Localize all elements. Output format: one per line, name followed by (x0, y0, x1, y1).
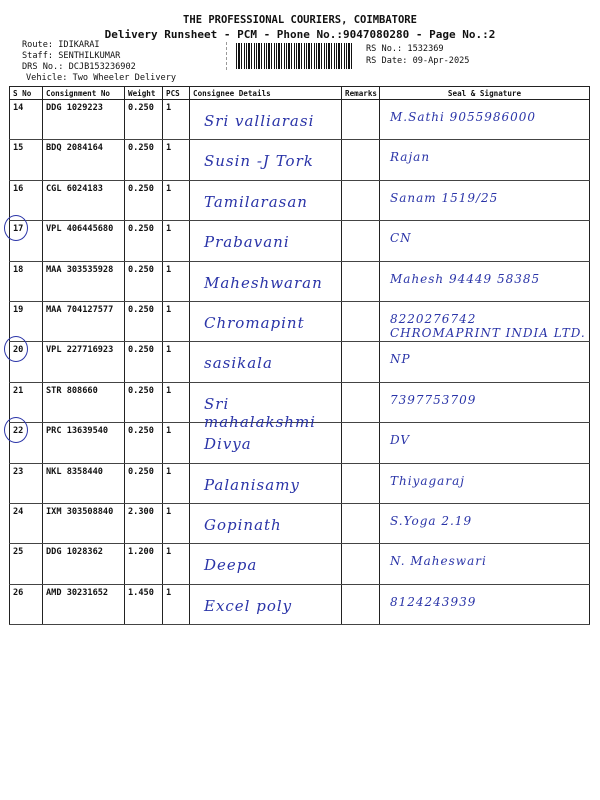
cell-consignee (190, 221, 342, 261)
cell-consignee (190, 584, 342, 624)
cell-consignment-no: VPL 227716923 (43, 342, 125, 382)
serial-number: 18 (13, 264, 24, 275)
pen-circle-mark (4, 336, 28, 362)
rs-date: RS Date: 09-Apr-2025 (366, 56, 470, 66)
table-row (10, 221, 590, 261)
cell-remarks (342, 584, 380, 624)
cell-signature (380, 382, 590, 422)
cell-signature (380, 544, 590, 584)
cell-consignment-no: PRC 13639540 (43, 423, 125, 463)
serial-number: 23 (13, 466, 24, 477)
col-consignment: Consignment No (43, 87, 125, 100)
cell-consignment-no: IXM 303508840 (43, 503, 125, 543)
cell-consignee (190, 301, 342, 341)
cell-sno (10, 503, 43, 543)
serial-number: 15 (13, 143, 24, 154)
cell-weight: 0.250 (125, 382, 163, 422)
table-row (10, 342, 590, 382)
cell-pcs: 1 (163, 423, 190, 463)
signature-handwriting: Sanam 1519/25 (390, 190, 499, 205)
serial-number: 17 (13, 224, 24, 235)
cell-pcs: 1 (163, 503, 190, 543)
cell-sno (10, 584, 43, 624)
cell-signature (380, 301, 590, 341)
col-consignee: Consignee Details (190, 87, 342, 100)
cell-signature (380, 180, 590, 220)
cell-sno (10, 100, 43, 140)
table-row (10, 463, 590, 503)
cell-consignee (190, 100, 342, 140)
serial-number: 19 (13, 304, 24, 315)
cell-sno (10, 221, 43, 261)
barcode-guide (226, 42, 233, 70)
serial-number: 26 (13, 587, 24, 598)
cell-remarks (342, 100, 380, 140)
cell-signature (380, 463, 590, 503)
consignee-handwriting: Gopinath (204, 515, 282, 534)
cell-pcs: 1 (163, 100, 190, 140)
serial-number: 20 (13, 345, 24, 356)
cell-consignment-no: CGL 6024183 (43, 180, 125, 220)
cell-signature (380, 342, 590, 382)
consignee-handwriting: Chromapint (204, 313, 305, 332)
col-weight: Weight (125, 87, 163, 100)
cell-signature (380, 100, 590, 140)
cell-consignment-no: AMD 30231652 (43, 584, 125, 624)
cell-pcs: 1 (163, 342, 190, 382)
table-row (10, 180, 590, 220)
cell-sno (10, 342, 43, 382)
consignee-handwriting: sasikala (204, 354, 273, 373)
consignee-handwriting: Deepa (204, 556, 258, 575)
cell-signature (380, 584, 590, 624)
col-pcs: PCS (163, 87, 190, 100)
cell-consignee (190, 544, 342, 584)
cell-consignment-no: DDG 1029223 (43, 100, 125, 140)
table-row (10, 100, 590, 140)
company-title: THE PROFESSIONAL COURIERS, COIMBATORE (183, 14, 417, 26)
cell-weight: 0.250 (125, 180, 163, 220)
cell-remarks (342, 382, 380, 422)
cell-consignee (190, 342, 342, 382)
table-row (10, 503, 590, 543)
cell-sno (10, 544, 43, 584)
cell-pcs: 1 (163, 584, 190, 624)
serial-number: 22 (13, 426, 24, 437)
cell-pcs: 1 (163, 261, 190, 301)
cell-pcs: 1 (163, 140, 190, 180)
cell-remarks (342, 423, 380, 463)
consignee-handwriting: Divya (204, 435, 252, 454)
cell-consignee (190, 180, 342, 220)
table-row (10, 301, 590, 341)
vehicle-label: Vehicle: Two Wheeler Delivery (26, 73, 177, 83)
cell-weight: 0.250 (125, 463, 163, 503)
consignee-handwriting: Sri mahalakshmi (204, 394, 316, 431)
runsheet-subtitle: Delivery Runsheet - PCM - Phone No.:9047080280 - Page No.:2 (104, 28, 496, 41)
route-label: Route: IDIKARAI (22, 40, 100, 50)
cell-pcs: 1 (163, 463, 190, 503)
serial-number: 25 (13, 547, 24, 558)
cell-remarks (342, 221, 380, 261)
barcode-image (236, 43, 354, 69)
col-signature: Seal & Signature (380, 87, 590, 100)
cell-remarks (342, 342, 380, 382)
staff-label: Staff: SENTHILKUMAR (22, 51, 121, 61)
cell-remarks (342, 544, 380, 584)
cell-consignee (190, 382, 342, 431)
cell-remarks (342, 140, 380, 180)
cell-sno (10, 423, 43, 463)
cell-consignee (190, 423, 342, 463)
signature-handwriting: M.Sathi 9055986000 (390, 110, 537, 124)
signature-handwriting: N. Maheswari (390, 554, 487, 569)
cell-pcs: 1 (163, 382, 190, 422)
cell-pcs: 1 (163, 221, 190, 261)
signature-handwriting: 7397753709 (390, 392, 477, 407)
cell-consignee (190, 261, 342, 301)
table-row (10, 140, 590, 180)
cell-consignment-no: BDQ 2084164 (43, 140, 125, 180)
consignee-handwriting: Maheshwaran (204, 273, 323, 292)
cell-weight: 0.250 (125, 301, 163, 341)
cell-remarks (342, 180, 380, 220)
signature-handwriting: DV (390, 433, 411, 448)
consignee-handwriting: Susin -J Tork (204, 152, 314, 171)
drs-label: DRS No.: DCJB153236902 (22, 62, 136, 72)
cell-sno (10, 463, 43, 503)
signature-handwriting: Rajan (390, 150, 431, 165)
cell-weight: 0.250 (125, 261, 163, 301)
table-row (10, 544, 590, 584)
cell-weight: 1.200 (125, 544, 163, 584)
cell-remarks (342, 463, 380, 503)
table-header-row (10, 87, 590, 100)
serial-number: 16 (13, 183, 24, 194)
table-row (10, 423, 590, 463)
consignee-handwriting: Excel poly (204, 596, 293, 615)
pen-circle-mark (4, 215, 28, 241)
pen-circle-mark (4, 417, 28, 443)
col-remarks: Remarks (342, 87, 380, 100)
serial-number: 14 (13, 103, 24, 113)
cell-consignee (190, 463, 342, 503)
cell-weight: 1.450 (125, 584, 163, 624)
table-row (10, 261, 590, 301)
cell-weight: 2.300 (125, 503, 163, 543)
cell-pcs: 1 (163, 180, 190, 220)
signature-handwriting: 8124243939 (390, 594, 477, 609)
signature-handwriting: NP (390, 352, 411, 367)
cell-consignment-no: MAA 704127577 (43, 301, 125, 341)
serial-number: 21 (13, 385, 24, 396)
cell-pcs: 1 (163, 544, 190, 584)
cell-signature (380, 503, 590, 543)
rs-number: RS No.: 1532369 (366, 44, 444, 54)
cell-signature (380, 261, 590, 301)
consignee-handwriting: Tamilarasan (204, 192, 308, 211)
cell-remarks (342, 301, 380, 341)
consignee-handwriting: Prabavani (204, 233, 290, 252)
cell-consignee (190, 140, 342, 180)
cell-signature (380, 221, 590, 261)
cell-signature (380, 140, 590, 180)
serial-number: 24 (13, 506, 24, 517)
signature-handwriting: Mahesh 94449 58385 (390, 271, 541, 286)
signature-handwriting: 8220276742 CHROMAPRINT INDIA LTD. (390, 311, 586, 340)
cell-weight: 0.250 (125, 221, 163, 261)
cell-pcs: 1 (163, 301, 190, 341)
signature-handwriting: CN (390, 231, 412, 246)
cell-consignment-no: STR 808660 (43, 382, 125, 422)
signature-handwriting: Thiyagaraj (390, 473, 465, 488)
cell-weight: 0.250 (125, 140, 163, 180)
col-sno: S No (10, 87, 43, 100)
cell-remarks (342, 261, 380, 301)
cell-weight: 0.250 (125, 342, 163, 382)
cell-consignment-no: DDG 1028362 (43, 544, 125, 584)
runsheet-table (9, 86, 590, 625)
consignee-handwriting: Palanisamy (204, 475, 300, 494)
cell-weight: 0.250 (125, 100, 163, 140)
table-body (10, 100, 590, 625)
cell-weight: 0.250 (125, 423, 163, 463)
table-row (10, 584, 590, 624)
cell-remarks (342, 503, 380, 543)
cell-signature (380, 423, 590, 463)
cell-consignee (190, 503, 342, 543)
cell-consignment-no: VPL 406445680 (43, 221, 125, 261)
cell-sno (10, 140, 43, 180)
signature-handwriting: S.Yoga 2.19 (390, 513, 473, 528)
cell-consignment-no: MAA 303535928 (43, 261, 125, 301)
consignee-handwriting: Sri valliarasi (204, 112, 315, 130)
table-row (10, 382, 590, 422)
cell-consignment-no: NKL 8358440 (43, 463, 125, 503)
cell-sno (10, 261, 43, 301)
